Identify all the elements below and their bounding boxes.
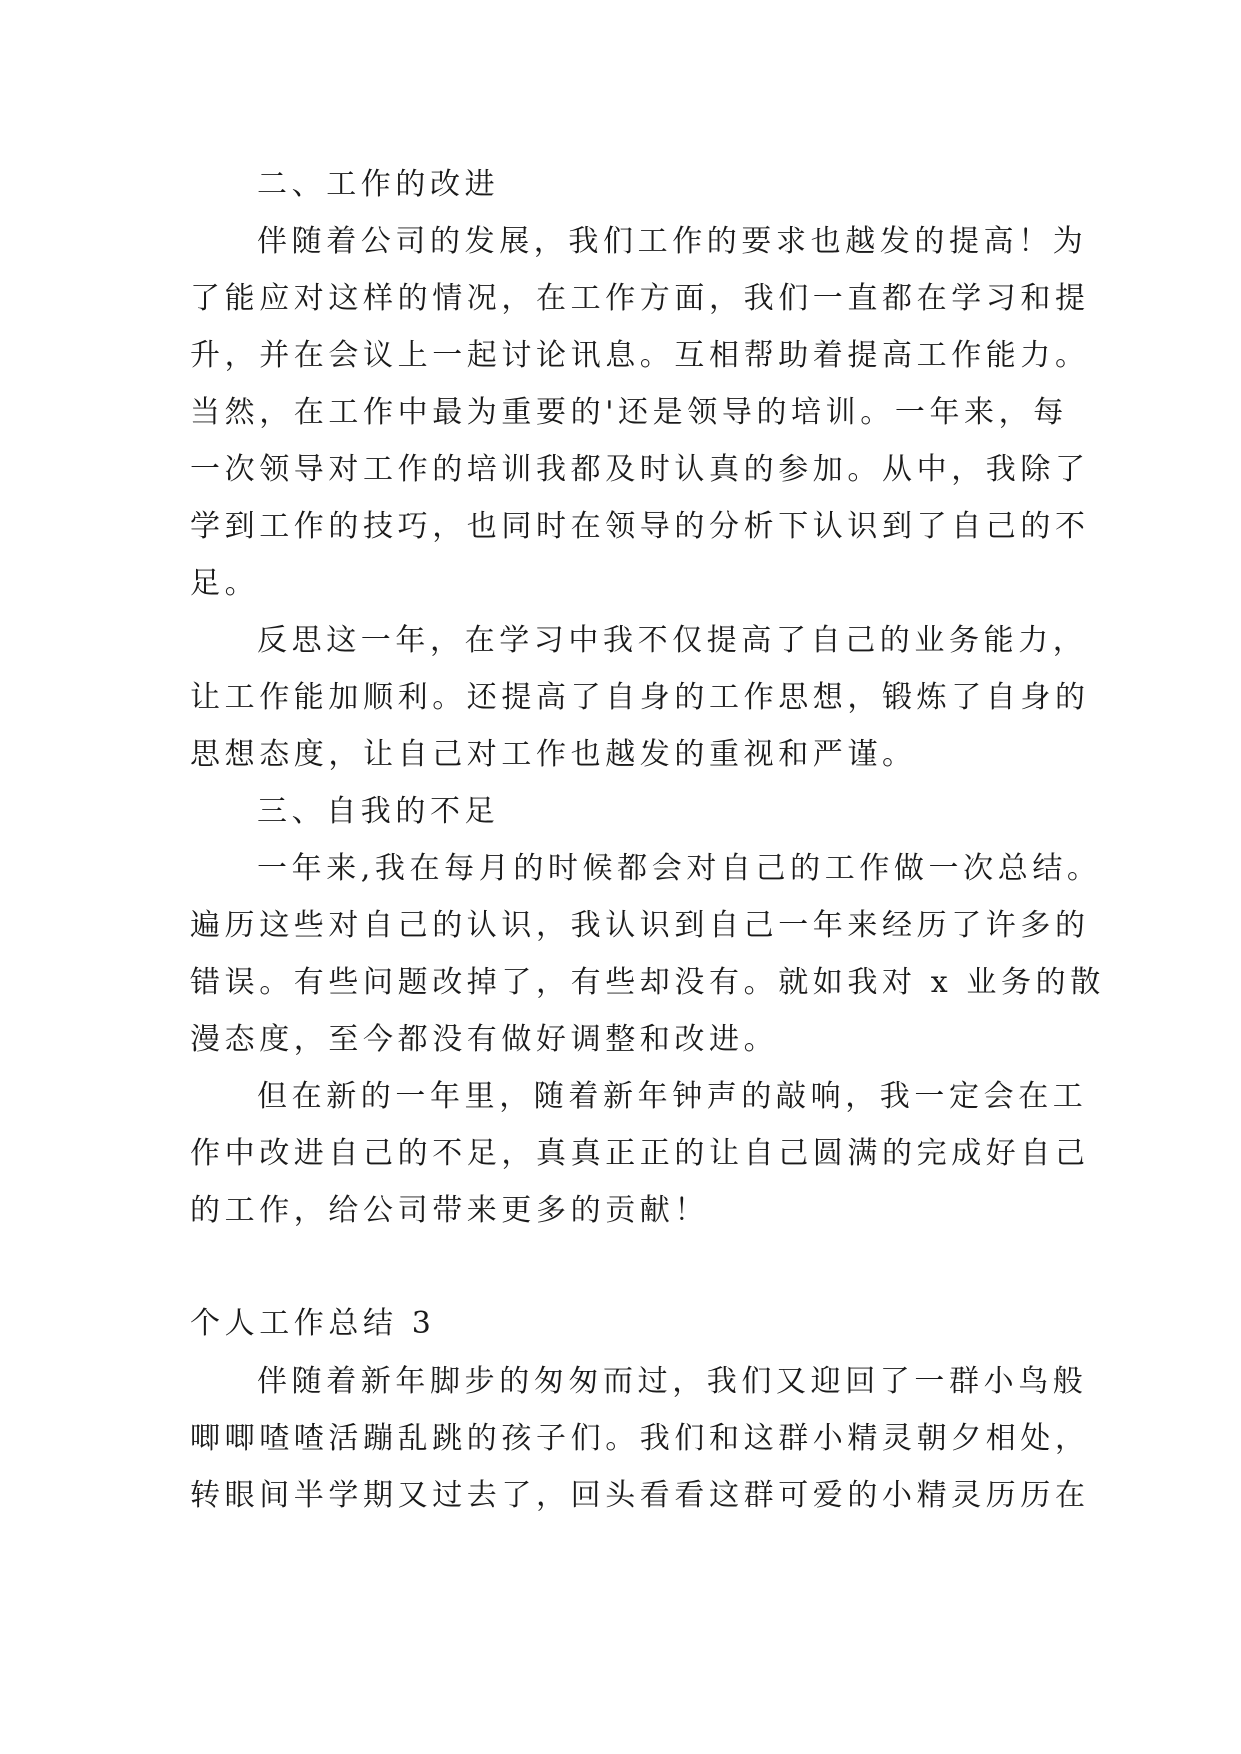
paragraph-line: 当然，在工作中最为重要的'还是领导的培训。一年来，每 [190,395,1068,430]
paragraph-line: 升，并在会议上一起讨论讯息。互相帮助着提高工作能力。 [190,338,1090,373]
paragraph-line: 遍历这些对自己的认识，我认识到自己一年来经历了许多的 [190,908,1090,943]
paragraph-line: 足。 [190,566,260,601]
paragraph-line: 但在新的一年里，随着新年钟声的敲响，我一定会在工 [257,1079,1088,1114]
paragraph-line: 了能应对这样的情况，在工作方面，我们一直都在学习和提 [190,281,1090,316]
document-title: 个人工作总结 3 [190,1306,436,1341]
paragraph-line: 错误。有些问题改掉了，有些却没有。就如我对 x 业务的散 [190,965,1105,1000]
paragraph-line: 让工作能加顺利。还提高了自身的工作思想，锻炼了自身的 [190,680,1090,715]
paragraph-line: 漫态度，至今都没有做好调整和改进。 [190,1022,779,1057]
paragraph-line: 一年来,我在每月的时候都会对自己的工作做一次总结。 [257,851,1102,886]
paragraph-line: 思想态度，让自己对工作也越发的重视和严谨。 [190,737,917,772]
section-heading-improvement: 二、工作的改进 [257,167,500,202]
paragraph-line: 唧唧喳喳活蹦乱跳的孩子们。我们和这群小精灵朝夕相处， [190,1421,1090,1456]
paragraph-line: 的工作，给公司带来更多的贡献！ [190,1193,709,1228]
paragraph-line: 伴随着公司的发展，我们工作的要求也越发的提高！为 [257,224,1088,259]
paragraph-line: 伴随着新年脚步的匆匆而过，我们又迎回了一群小鸟般 [257,1364,1088,1399]
paragraph-line: 学到工作的技巧，也同时在领导的分析下认识到了自己的不 [190,509,1090,544]
section-heading-shortcomings: 三、自我的不足 [257,794,500,829]
paragraph-line: 一次领导对工作的培训我都及时认真的参加。从中，我除了 [190,452,1090,487]
paragraph-line: 作中改进自己的不足，真真正正的让自己圆满的完成好自己 [190,1136,1090,1171]
paragraph-line: 反思这一年，在学习中我不仅提高了自己的业务能力， [257,623,1088,658]
paragraph-line: 转眼间半学期又过去了，回头看看这群可爱的小精灵历历在 [190,1478,1090,1513]
